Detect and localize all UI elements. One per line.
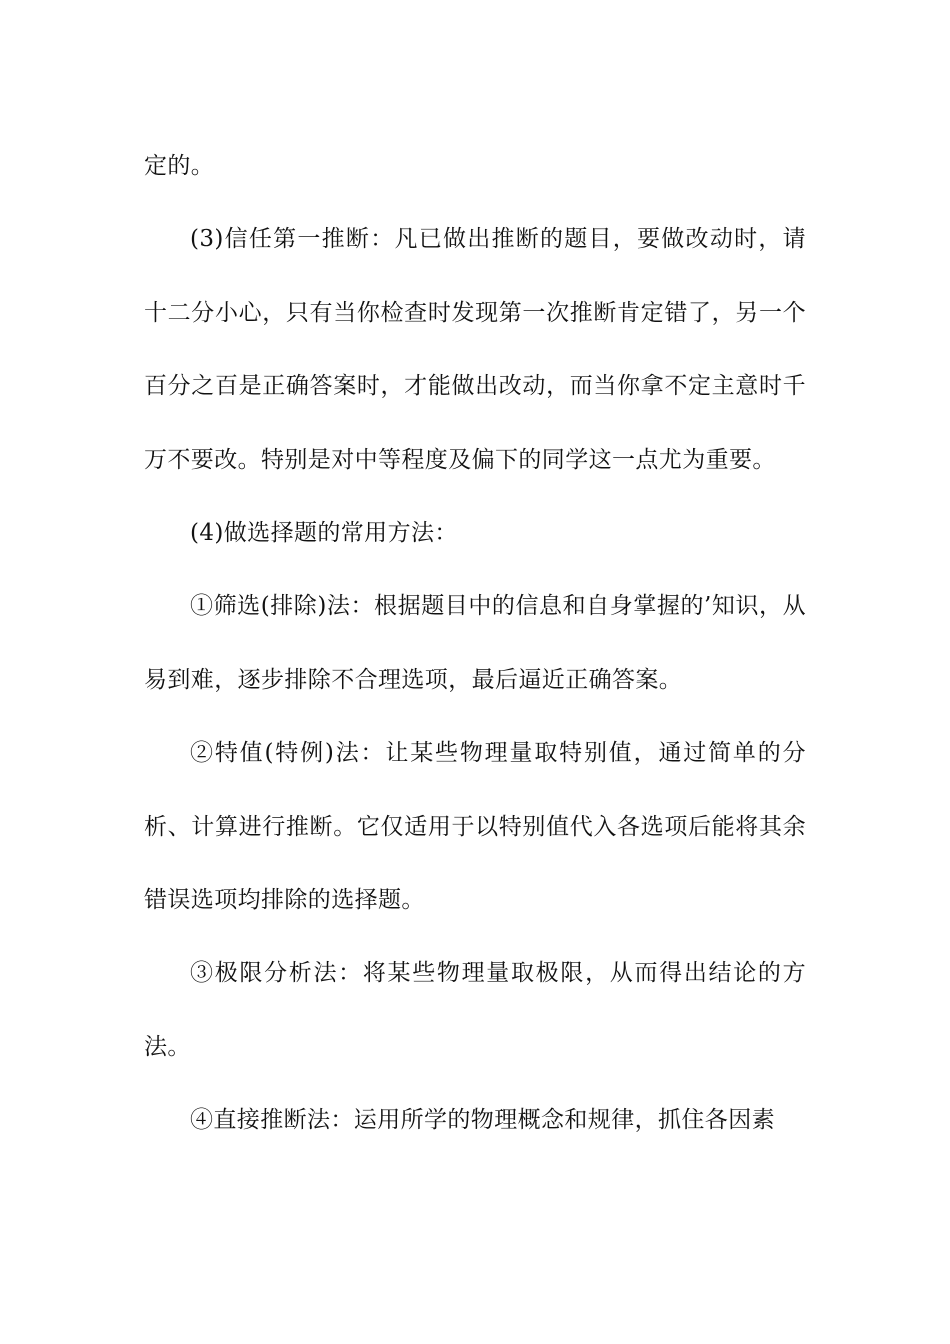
paragraph-continuation: 定的。 (144, 153, 215, 179)
paragraph-special-value-method: ②特值(特例)法：让某些物理量取特别值，通过简单的分析、计算进行推断。它仅适用于以特别值代入各选项后能将其余错误选项均排除的选择题。 (144, 740, 806, 914)
paragraph-trust-first-judgment: (3)信任第一推断：凡已做出推断的题目，要做改动时，请十二分小心，只有当你检查时发现第一次推断肯定错了，另一个百分之百是正确答案时，才能做出改动，而当你拿不定主意时千万不要改。特别是对中等程度及偏下的同学这一点尤为重要。 (144, 226, 806, 473)
paragraph-limit-analysis-method: ③极限分析法：将某些物理量取极限，从而得出结论的方法。 (144, 960, 806, 1060)
paragraph-common-methods-heading: (4)做选择题的常用方法： (190, 520, 458, 547)
paragraph-direct-judgment-method: ④直接推断法：运用所学的物理概念和规律，抓住各因素 (190, 1107, 775, 1134)
paragraph-elimination-method: ①筛选(排除)法：根据题目中的信息和自身掌握的’知识，从易到难，逐步排除不合理选项，最后逼近正确答案。 (144, 593, 806, 693)
document-body (144, 130, 806, 1158)
